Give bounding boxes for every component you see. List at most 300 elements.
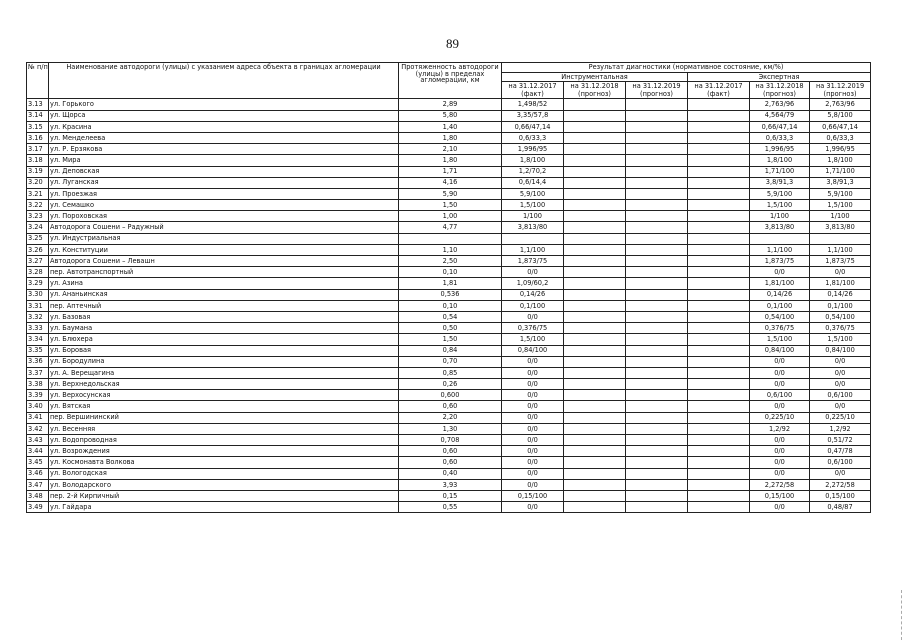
table-row xyxy=(27,311,871,322)
table-row xyxy=(27,479,871,490)
cell-expert-2018: 0/0 xyxy=(750,356,810,367)
table-body xyxy=(27,99,871,513)
table-row xyxy=(27,211,871,222)
cell-road-name: ул. Вятская xyxy=(49,401,399,412)
table-row xyxy=(27,446,871,457)
cell-instrumental-2017: 0/0 xyxy=(502,401,564,412)
cell-instrumental-2017: 0/0 xyxy=(502,267,564,278)
cell-road-name: ул. Менделеева xyxy=(49,132,399,143)
cell-road-name: ул. Гайдара xyxy=(49,502,399,513)
cell-instrumental-2019 xyxy=(626,311,688,322)
cell-expert-2018: 4,564/79 xyxy=(750,110,810,121)
cell-expert-2017 xyxy=(688,244,750,255)
cell-instrumental-2017: 0/0 xyxy=(502,367,564,378)
cell-road-name: ул. Индустриальная xyxy=(49,233,399,244)
cell-instrumental-2019 xyxy=(626,244,688,255)
cell-expert-2018: 1,5/100 xyxy=(750,200,810,211)
header-sub-date: на 31.12.2017 xyxy=(508,82,557,91)
cell-expert-2017 xyxy=(688,401,750,412)
cell-instrumental-2018 xyxy=(564,479,626,490)
cell-instrumental-2017: 0/0 xyxy=(502,379,564,390)
table-row xyxy=(27,300,871,311)
cell-instrumental-2018 xyxy=(564,390,626,401)
table-header xyxy=(27,63,871,99)
cell-instrumental-2019 xyxy=(626,132,688,143)
cell-road-name: ул. А. Верещагина xyxy=(49,367,399,378)
cell-road-name: ул. Р. Ерзякова xyxy=(49,144,399,155)
table-row xyxy=(27,144,871,155)
cell-expert-2018: 1,8/100 xyxy=(750,155,810,166)
cell-road-name: ул. Семашко xyxy=(49,200,399,211)
cell-instrumental-2017: 0/0 xyxy=(502,479,564,490)
cell-expert-2019: 1,2/92 xyxy=(810,423,871,434)
cell-expert-2019: 1,5/100 xyxy=(810,334,871,345)
cell-expert-2019: 1,996/95 xyxy=(810,144,871,155)
cell-road-name: ул. Базовая xyxy=(49,311,399,322)
cell-instrumental-2018 xyxy=(564,334,626,345)
cell-row-number: 3.37 xyxy=(27,367,49,378)
cell-road-length: 0,600 xyxy=(399,390,502,401)
cell-road-name: ул. Весенняя xyxy=(49,423,399,434)
cell-row-number: 3.43 xyxy=(27,435,49,446)
cell-road-length: 0,60 xyxy=(399,457,502,468)
cell-row-number: 3.27 xyxy=(27,256,49,267)
cell-instrumental-2019 xyxy=(626,300,688,311)
cell-instrumental-2019 xyxy=(626,110,688,121)
cell-expert-2019: 0,66/47,14 xyxy=(810,121,871,132)
cell-instrumental-2019 xyxy=(626,222,688,233)
cell-road-name: ул. Боровая xyxy=(49,345,399,356)
cell-road-name: ул. Водопроводная xyxy=(49,435,399,446)
cell-expert-2017 xyxy=(688,457,750,468)
cell-expert-2017 xyxy=(688,345,750,356)
cell-expert-2019: 0/0 xyxy=(810,468,871,479)
cell-instrumental-2017 xyxy=(502,233,564,244)
header-sub-kind: (прогноз) xyxy=(763,89,796,98)
cell-expert-2017 xyxy=(688,367,750,378)
cell-instrumental-2017: 0,84/100 xyxy=(502,345,564,356)
header-sub-period xyxy=(688,82,750,99)
cell-expert-2018: 0,6/100 xyxy=(750,390,810,401)
table-row xyxy=(27,390,871,401)
cell-instrumental-2018 xyxy=(564,345,626,356)
cell-expert-2019: 0,48/87 xyxy=(810,502,871,513)
cell-expert-2018: 0/0 xyxy=(750,502,810,513)
cell-instrumental-2017: 0,376/75 xyxy=(502,323,564,334)
cell-expert-2018: 0,15/100 xyxy=(750,490,810,501)
table-row xyxy=(27,356,871,367)
cell-expert-2017 xyxy=(688,267,750,278)
cell-row-number: 3.48 xyxy=(27,490,49,501)
table-row xyxy=(27,334,871,345)
cell-expert-2018: 0,376/75 xyxy=(750,323,810,334)
cell-instrumental-2017: 1,873/75 xyxy=(502,256,564,267)
cell-road-length: 5,90 xyxy=(399,188,502,199)
table-row xyxy=(27,401,871,412)
cell-expert-2017 xyxy=(688,200,750,211)
cell-instrumental-2018 xyxy=(564,110,626,121)
cell-road-length: 0,40 xyxy=(399,468,502,479)
cell-expert-2018: 2,272/58 xyxy=(750,479,810,490)
cell-expert-2017 xyxy=(688,121,750,132)
cell-instrumental-2019 xyxy=(626,502,688,513)
cell-road-name: ул. Возрождения xyxy=(49,446,399,457)
cell-expert-2019: 0,54/100 xyxy=(810,311,871,322)
cell-instrumental-2019 xyxy=(626,435,688,446)
cell-expert-2019 xyxy=(810,233,871,244)
cell-expert-2018: 0/0 xyxy=(750,267,810,278)
cell-expert-2018: 0,1/100 xyxy=(750,300,810,311)
cell-instrumental-2019 xyxy=(626,468,688,479)
cell-instrumental-2018 xyxy=(564,188,626,199)
cell-road-name: ул. Щорса xyxy=(49,110,399,121)
table-row xyxy=(27,423,871,434)
cell-instrumental-2017: 0,14/26 xyxy=(502,289,564,300)
cell-instrumental-2018 xyxy=(564,155,626,166)
table-row xyxy=(27,121,871,132)
cell-road-name: ул. Проезжая xyxy=(49,188,399,199)
cell-row-number: 3.20 xyxy=(27,177,49,188)
cell-expert-2017 xyxy=(688,166,750,177)
cell-road-length: 5,80 xyxy=(399,110,502,121)
cell-expert-2018: 1,71/100 xyxy=(750,166,810,177)
header-result: Результат диагностики (нормативное состояние, км/%) xyxy=(502,63,871,73)
cell-expert-2017 xyxy=(688,177,750,188)
cell-expert-2017 xyxy=(688,110,750,121)
table-row xyxy=(27,457,871,468)
cell-instrumental-2019 xyxy=(626,121,688,132)
cell-row-number: 3.40 xyxy=(27,401,49,412)
cell-instrumental-2017: 1,5/100 xyxy=(502,200,564,211)
cell-road-length: 1,50 xyxy=(399,334,502,345)
cell-road-name: ул. Космонавта Волкова xyxy=(49,457,399,468)
cell-instrumental-2019 xyxy=(626,367,688,378)
cell-instrumental-2018 xyxy=(564,132,626,143)
cell-expert-2018: 0/0 xyxy=(750,379,810,390)
cell-road-length: 0,708 xyxy=(399,435,502,446)
cell-expert-2017 xyxy=(688,99,750,110)
cell-expert-2018: 3,813/80 xyxy=(750,222,810,233)
cell-instrumental-2018 xyxy=(564,121,626,132)
cell-instrumental-2019 xyxy=(626,334,688,345)
cell-expert-2017 xyxy=(688,379,750,390)
cell-instrumental-2017: 1,5/100 xyxy=(502,334,564,345)
cell-instrumental-2017: 1/100 xyxy=(502,211,564,222)
cell-road-length: 2,20 xyxy=(399,412,502,423)
cell-instrumental-2018 xyxy=(564,490,626,501)
cell-instrumental-2017: 0/0 xyxy=(502,502,564,513)
cell-road-length: 2,89 xyxy=(399,99,502,110)
table-row xyxy=(27,278,871,289)
table-row xyxy=(27,267,871,278)
cell-road-length: 4,16 xyxy=(399,177,502,188)
cell-expert-2019: 0,1/100 xyxy=(810,300,871,311)
cell-row-number: 3.49 xyxy=(27,502,49,513)
cell-instrumental-2018 xyxy=(564,423,626,434)
cell-instrumental-2017: 0/0 xyxy=(502,423,564,434)
table-row xyxy=(27,289,871,300)
header-sub-date: на 31.12.2018 xyxy=(570,82,619,91)
header-sub-kind: (факт) xyxy=(521,89,544,98)
cell-instrumental-2018 xyxy=(564,99,626,110)
cell-instrumental-2019 xyxy=(626,200,688,211)
cell-road-name: ул. Мира xyxy=(49,155,399,166)
cell-instrumental-2019 xyxy=(626,423,688,434)
cell-expert-2017 xyxy=(688,155,750,166)
cell-row-number: 3.13 xyxy=(27,99,49,110)
cell-road-name: ул. Бородулина xyxy=(49,356,399,367)
cell-expert-2019: 5,8/100 xyxy=(810,110,871,121)
table-row xyxy=(27,323,871,334)
cell-road-name: ул. Вологодская xyxy=(49,468,399,479)
cell-instrumental-2018 xyxy=(564,233,626,244)
cell-instrumental-2018 xyxy=(564,379,626,390)
table-row xyxy=(27,200,871,211)
cell-instrumental-2019 xyxy=(626,278,688,289)
cell-road-name: ул. Блюхера xyxy=(49,334,399,345)
cell-expert-2018: 1,81/100 xyxy=(750,278,810,289)
cell-road-length: 1,30 xyxy=(399,423,502,434)
cell-instrumental-2018 xyxy=(564,446,626,457)
cell-expert-2019: 0,376/75 xyxy=(810,323,871,334)
cell-expert-2019: 0/0 xyxy=(810,356,871,367)
cell-road-length: 0,10 xyxy=(399,267,502,278)
diagnostics-table xyxy=(26,62,871,513)
cell-expert-2019: 1,71/100 xyxy=(810,166,871,177)
cell-expert-2019: 0,15/100 xyxy=(810,490,871,501)
cell-row-number: 3.34 xyxy=(27,334,49,345)
cell-expert-2017 xyxy=(688,188,750,199)
cell-instrumental-2017: 1,498/52 xyxy=(502,99,564,110)
cell-expert-2017 xyxy=(688,211,750,222)
table-row xyxy=(27,502,871,513)
cell-instrumental-2019 xyxy=(626,390,688,401)
cell-row-number: 3.24 xyxy=(27,222,49,233)
table-row xyxy=(27,256,871,267)
cell-road-length: 0,70 xyxy=(399,356,502,367)
cell-row-number: 3.33 xyxy=(27,323,49,334)
header-sub-date: на 31.12.2018 xyxy=(755,82,804,91)
cell-instrumental-2019 xyxy=(626,233,688,244)
cell-row-number: 3.25 xyxy=(27,233,49,244)
cell-instrumental-2017: 1,996/95 xyxy=(502,144,564,155)
cell-instrumental-2017: 0/0 xyxy=(502,446,564,457)
header-length: Протяженность автодороги (улицы) в пределах агломерации, км xyxy=(399,63,502,99)
header-sub-date: на 31.12.2019 xyxy=(632,82,681,91)
cell-road-length: 0,50 xyxy=(399,323,502,334)
table-row xyxy=(27,99,871,110)
cell-expert-2018: 1,5/100 xyxy=(750,334,810,345)
cell-instrumental-2019 xyxy=(626,490,688,501)
cell-row-number: 3.46 xyxy=(27,468,49,479)
cell-expert-2017 xyxy=(688,323,750,334)
cell-expert-2019: 2,272/58 xyxy=(810,479,871,490)
cell-road-name: ул. Луганская xyxy=(49,177,399,188)
cell-instrumental-2018 xyxy=(564,222,626,233)
cell-expert-2017 xyxy=(688,334,750,345)
cell-instrumental-2019 xyxy=(626,99,688,110)
cell-instrumental-2018 xyxy=(564,356,626,367)
cell-expert-2017 xyxy=(688,479,750,490)
cell-row-number: 3.28 xyxy=(27,267,49,278)
cell-expert-2017 xyxy=(688,446,750,457)
cell-expert-2018: 0,66/47,14 xyxy=(750,121,810,132)
cell-expert-2019: 0,6/100 xyxy=(810,390,871,401)
cell-road-length: 0,84 xyxy=(399,345,502,356)
cell-row-number: 3.29 xyxy=(27,278,49,289)
header-sub-kind: (прогноз) xyxy=(578,89,611,98)
cell-expert-2019: 0,225/10 xyxy=(810,412,871,423)
cell-row-number: 3.15 xyxy=(27,121,49,132)
cell-row-number: 3.35 xyxy=(27,345,49,356)
cell-row-number: 3.45 xyxy=(27,457,49,468)
cell-expert-2019: 0,84/100 xyxy=(810,345,871,356)
cell-instrumental-2017: 1,09/60,2 xyxy=(502,278,564,289)
cell-expert-2017 xyxy=(688,256,750,267)
cell-expert-2019: 0/0 xyxy=(810,267,871,278)
cell-road-length xyxy=(399,233,502,244)
cell-row-number: 3.32 xyxy=(27,311,49,322)
header-name: Наименование автодороги (улицы) с указанием адреса объекта в границах агломерации xyxy=(49,63,399,99)
cell-expert-2018: 1/100 xyxy=(750,211,810,222)
cell-expert-2019: 0,6/33,3 xyxy=(810,132,871,143)
cell-row-number: 3.26 xyxy=(27,244,49,255)
cell-row-number: 3.19 xyxy=(27,166,49,177)
cell-road-name: ул. Красина xyxy=(49,121,399,132)
cell-road-length: 0,26 xyxy=(399,379,502,390)
cell-road-length: 2,50 xyxy=(399,256,502,267)
cell-expert-2019: 0,14/26 xyxy=(810,289,871,300)
cell-instrumental-2018 xyxy=(564,502,626,513)
cell-expert-2019: 0/0 xyxy=(810,379,871,390)
cell-instrumental-2018 xyxy=(564,267,626,278)
header-sub-period xyxy=(502,82,564,99)
cell-instrumental-2018 xyxy=(564,323,626,334)
header-sub-date: на 31.12.2019 xyxy=(815,82,865,91)
table-row xyxy=(27,155,871,166)
table-row xyxy=(27,412,871,423)
cell-row-number: 3.44 xyxy=(27,446,49,457)
cell-road-length: 1,40 xyxy=(399,121,502,132)
cell-instrumental-2019 xyxy=(626,412,688,423)
cell-road-name: ул. Верхнедольская xyxy=(49,379,399,390)
cell-instrumental-2017: 0/0 xyxy=(502,311,564,322)
cell-expert-2017 xyxy=(688,435,750,446)
page-number: 89 xyxy=(446,36,459,51)
header-num: № п/п xyxy=(27,63,49,99)
cell-road-name: ул. Баумана xyxy=(49,323,399,334)
cell-expert-2019: 1,8/100 xyxy=(810,155,871,166)
cell-instrumental-2017: 0/0 xyxy=(502,468,564,479)
header-sub-kind: (прогноз) xyxy=(823,89,857,98)
cell-expert-2018: 2,763/96 xyxy=(750,99,810,110)
cell-instrumental-2018 xyxy=(564,367,626,378)
cell-road-name: пер. Вершининский xyxy=(49,412,399,423)
cell-road-length: 1,10 xyxy=(399,244,502,255)
cell-expert-2018: 1,996/95 xyxy=(750,144,810,155)
cell-row-number: 3.23 xyxy=(27,211,49,222)
cell-expert-2018: 0/0 xyxy=(750,457,810,468)
cell-instrumental-2017: 3,813/80 xyxy=(502,222,564,233)
cell-instrumental-2018 xyxy=(564,244,626,255)
cell-instrumental-2019 xyxy=(626,267,688,278)
cell-instrumental-2019 xyxy=(626,144,688,155)
cell-road-length: 0,15 xyxy=(399,490,502,501)
cell-instrumental-2017: 1,1/100 xyxy=(502,244,564,255)
cell-row-number: 3.30 xyxy=(27,289,49,300)
cell-row-number: 3.39 xyxy=(27,390,49,401)
cell-road-length: 1,00 xyxy=(399,211,502,222)
cell-expert-2018: 1,2/92 xyxy=(750,423,810,434)
cell-road-name: ул. Верхосунская xyxy=(49,390,399,401)
cell-instrumental-2018 xyxy=(564,300,626,311)
cell-road-length: 0,10 xyxy=(399,300,502,311)
cell-row-number: 3.17 xyxy=(27,144,49,155)
cell-expert-2018: 0,84/100 xyxy=(750,345,810,356)
cell-road-length: 0,85 xyxy=(399,367,502,378)
cell-road-length: 0,55 xyxy=(399,502,502,513)
cell-expert-2018: 5,9/100 xyxy=(750,188,810,199)
cell-expert-2017 xyxy=(688,490,750,501)
cell-instrumental-2019 xyxy=(626,345,688,356)
cell-expert-2017 xyxy=(688,311,750,322)
cell-expert-2017 xyxy=(688,233,750,244)
cell-instrumental-2019 xyxy=(626,177,688,188)
cell-instrumental-2018 xyxy=(564,177,626,188)
cell-instrumental-2017: 0,6/14,4 xyxy=(502,177,564,188)
cell-expert-2018: 0/0 xyxy=(750,468,810,479)
cell-expert-2017 xyxy=(688,289,750,300)
cell-road-name: ул. Конституции xyxy=(49,244,399,255)
cell-instrumental-2018 xyxy=(564,435,626,446)
cell-expert-2019: 0,47/78 xyxy=(810,446,871,457)
table-row xyxy=(27,233,871,244)
cell-instrumental-2017: 0/0 xyxy=(502,435,564,446)
cell-row-number: 3.22 xyxy=(27,200,49,211)
cell-instrumental-2019 xyxy=(626,256,688,267)
table-row xyxy=(27,132,871,143)
cell-road-name: ул. Пороховская xyxy=(49,211,399,222)
cell-instrumental-2018 xyxy=(564,468,626,479)
table-row xyxy=(27,345,871,356)
header-sub-period xyxy=(750,82,810,99)
cell-instrumental-2017: 0,1/100 xyxy=(502,300,564,311)
cell-row-number: 3.16 xyxy=(27,132,49,143)
cell-row-number: 3.31 xyxy=(27,300,49,311)
cell-expert-2019: 2,763/96 xyxy=(810,99,871,110)
cell-road-name: ул. Горького xyxy=(49,99,399,110)
cell-expert-2018: 0/0 xyxy=(750,367,810,378)
cell-expert-2017 xyxy=(688,356,750,367)
cell-road-length: 1,81 xyxy=(399,278,502,289)
cell-row-number: 3.14 xyxy=(27,110,49,121)
cell-instrumental-2018 xyxy=(564,256,626,267)
cell-expert-2017 xyxy=(688,144,750,155)
cell-row-number: 3.21 xyxy=(27,188,49,199)
cell-expert-2018: 1,1/100 xyxy=(750,244,810,255)
cell-expert-2017 xyxy=(688,278,750,289)
cell-instrumental-2019 xyxy=(626,188,688,199)
cell-instrumental-2018 xyxy=(564,401,626,412)
cell-road-length: 3,93 xyxy=(399,479,502,490)
cell-expert-2017 xyxy=(688,390,750,401)
cell-instrumental-2018 xyxy=(564,311,626,322)
cell-road-length: 0,60 xyxy=(399,401,502,412)
cell-row-number: 3.42 xyxy=(27,423,49,434)
cell-instrumental-2017: 0/0 xyxy=(502,356,564,367)
cell-row-number: 3.47 xyxy=(27,479,49,490)
table-row xyxy=(27,435,871,446)
